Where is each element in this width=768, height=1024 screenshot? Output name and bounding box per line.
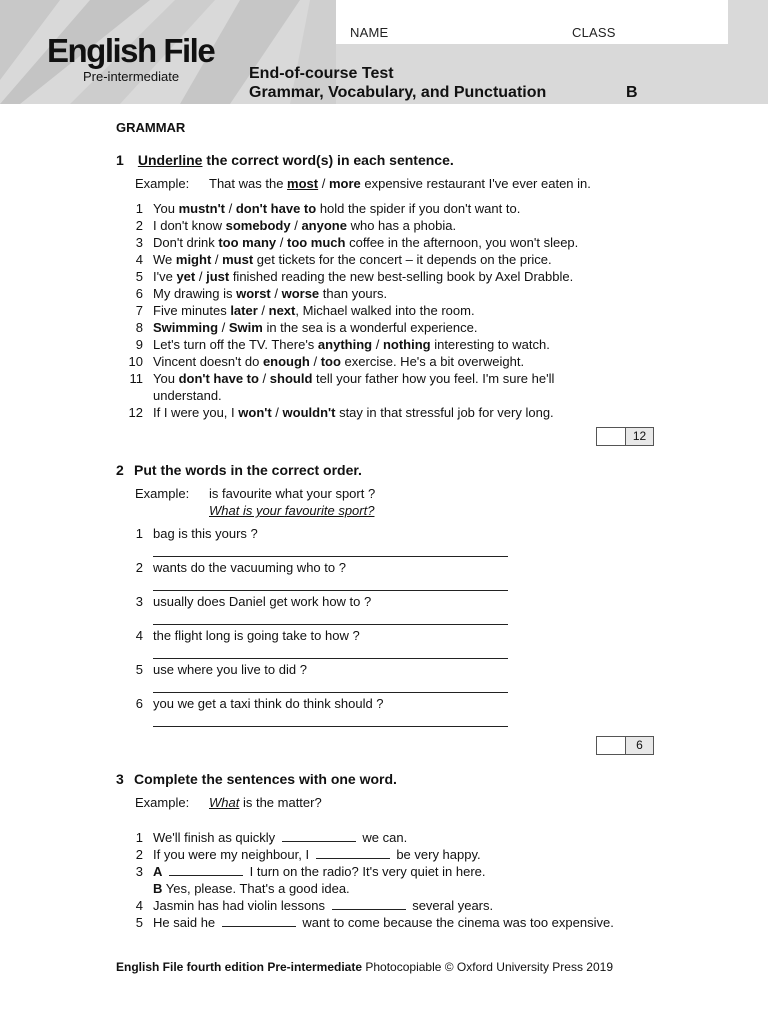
- option-separator: /: [276, 235, 287, 250]
- item-text: We'll finish as quickly: [153, 830, 279, 845]
- test-subtitle: Grammar, Vocabulary, and Punctuation: [249, 84, 547, 101]
- q1-item: [116, 285, 623, 302]
- item-number: 12: [128, 405, 143, 420]
- item-text: Vincent doesn't do: [153, 354, 263, 369]
- item-number: 4: [135, 898, 143, 913]
- q2-example-answer-row: [209, 503, 374, 518]
- item-number: 9: [135, 337, 143, 352]
- q1-item: [116, 268, 623, 285]
- item-number: 5: [135, 269, 143, 284]
- gap-fill-blank[interactable]: [316, 846, 390, 859]
- footer-title: English File fourth edition Pre-intermediate: [116, 960, 363, 974]
- option-separator: /: [270, 286, 282, 301]
- option-b[interactable]: Swim: [228, 320, 263, 335]
- item-number: 5: [135, 662, 143, 677]
- q2-answer-line[interactable]: [153, 556, 508, 557]
- footer-copyright: Photocopiable © Oxford University Press 2019: [362, 960, 613, 974]
- item-number: 3: [135, 864, 143, 879]
- q2-answer-line[interactable]: [153, 692, 508, 693]
- option-a[interactable]: won't: [238, 405, 272, 420]
- item-text: interesting to watch.: [430, 337, 550, 352]
- q3-example: [135, 795, 322, 810]
- q2-answer-line[interactable]: [153, 624, 508, 625]
- q1-item: [116, 370, 623, 404]
- q3-item: [116, 863, 614, 880]
- item-text: in the sea is a wonderful experience.: [262, 320, 478, 335]
- q2-answer-line[interactable]: [153, 658, 508, 659]
- test-title: End-of-course Test: [249, 65, 394, 82]
- q1-item: [116, 404, 623, 421]
- name-class-bar: [336, 0, 728, 44]
- item-number: 4: [135, 628, 143, 643]
- item-number: 2: [135, 847, 143, 862]
- item-text: You: [153, 371, 179, 386]
- item-text: I've: [153, 269, 177, 284]
- gap-fill-blank[interactable]: [222, 914, 296, 927]
- option-b[interactable]: next: [268, 303, 296, 318]
- item-number: 6: [135, 696, 143, 711]
- item-number: 1: [135, 830, 143, 845]
- q1-example-label: Example:: [135, 176, 190, 191]
- q1-example-post: expensive restaurant I've ever eaten in.: [360, 176, 591, 191]
- name-label: NAME: [350, 25, 389, 40]
- item-number: 4: [135, 252, 143, 267]
- option-b[interactable]: too: [320, 354, 341, 369]
- q1-item: [116, 234, 623, 251]
- option-separator: /: [309, 354, 321, 369]
- item-number: 1: [135, 526, 143, 541]
- option-b[interactable]: must: [222, 252, 254, 267]
- item-text: Jasmin has had violin lessons: [153, 898, 329, 913]
- q1-example-option-a: most: [287, 176, 319, 191]
- q1-item: [116, 353, 623, 370]
- q1-title: [116, 152, 454, 168]
- option-separator: /: [271, 405, 283, 420]
- q2-score-total: 6: [626, 737, 653, 754]
- q2-item: [116, 628, 360, 643]
- q1-example-sep: /: [318, 176, 329, 191]
- q1-example-option-b: more: [328, 176, 361, 191]
- q1-score-input[interactable]: [597, 428, 626, 445]
- q3-number: 3: [116, 771, 124, 787]
- q1-item: [116, 302, 623, 319]
- q2-number: 2: [116, 462, 124, 478]
- q2-score-box: [596, 736, 654, 755]
- item-number: 6: [135, 286, 143, 301]
- item-text: You: [153, 201, 179, 216]
- gap-fill-blank[interactable]: [169, 863, 243, 876]
- q1-score-total: 12: [626, 428, 653, 445]
- item-text: use where you live to did ?: [153, 662, 307, 677]
- q3-example-answer: What: [209, 795, 240, 810]
- q1-number: 1: [116, 152, 124, 168]
- q2-answer-line[interactable]: [153, 726, 508, 727]
- item-number: 11: [129, 371, 143, 386]
- q3-item: [116, 846, 614, 863]
- option-a[interactable]: later: [230, 303, 258, 318]
- gap-fill-blank[interactable]: [282, 829, 356, 842]
- q3-item: [116, 914, 614, 931]
- item-text: If you were my neighbour, I: [153, 847, 313, 862]
- item-text: we can.: [358, 830, 408, 845]
- option-separator: /: [290, 218, 302, 233]
- q2-answer-line[interactable]: [153, 590, 508, 591]
- item-text: I don't know: [153, 218, 226, 233]
- option-b[interactable]: worse: [281, 286, 320, 301]
- page-footer: [116, 960, 613, 974]
- logo-level: Pre-intermediate: [83, 69, 180, 84]
- item-text: tell your father how you feel. I'm sure he'll understand.: [153, 371, 555, 403]
- item-text: Don't drink: [153, 235, 219, 250]
- speaker-label: B: [153, 881, 163, 896]
- q2-item: [116, 662, 307, 677]
- option-a[interactable]: too many: [218, 235, 277, 250]
- gap-fill-blank[interactable]: [332, 897, 406, 910]
- item-number: 5: [135, 915, 143, 930]
- item-number: 3: [135, 594, 143, 609]
- option-separator: /: [218, 320, 229, 335]
- option-b[interactable]: don't have to: [235, 201, 317, 216]
- q3-item-list: [116, 829, 614, 931]
- item-text: than yours.: [319, 286, 388, 301]
- q2-item: [116, 594, 371, 609]
- q1-item: [116, 319, 623, 336]
- q3-item: [116, 829, 614, 846]
- item-number: 8: [135, 320, 143, 335]
- item-text: get tickets for the concert – it depends on the price.: [253, 252, 552, 267]
- item-text: bag is this yours ?: [153, 526, 258, 541]
- item-number: 10: [128, 354, 143, 369]
- item-number: 2: [135, 560, 143, 575]
- option-a[interactable]: mustn't: [178, 201, 225, 216]
- option-separator: /: [257, 303, 269, 318]
- option-a[interactable]: anything: [317, 337, 373, 352]
- item-number: 1: [135, 201, 143, 216]
- q1-item-list: [116, 200, 623, 421]
- q1-item: [116, 336, 623, 353]
- item-number: 2: [135, 218, 143, 233]
- option-a[interactable]: somebody: [225, 218, 291, 233]
- option-separator: /: [195, 269, 207, 284]
- option-b[interactable]: should: [269, 371, 313, 386]
- option-a[interactable]: yet: [176, 269, 196, 284]
- item-text: who has a phobia.: [346, 218, 457, 233]
- option-b[interactable]: too much: [286, 235, 346, 250]
- speaker-label: A: [153, 864, 163, 879]
- item-text: He said he: [153, 915, 219, 930]
- item-text: exercise. He's a bit overweight.: [340, 354, 525, 369]
- q1-item: [116, 251, 623, 268]
- q2-example: [135, 486, 375, 501]
- q1-score-box: [596, 427, 654, 446]
- q1-title-rest: the correct word(s) in each sentence.: [202, 152, 454, 168]
- class-label: CLASS: [572, 25, 616, 40]
- item-text: you we get a taxi think do think should ?: [153, 696, 384, 711]
- q2-title-text: Put the words in the correct order.: [134, 462, 362, 478]
- option-a[interactable]: worst: [236, 286, 271, 301]
- q1-example: [135, 176, 591, 191]
- q2-example-words: is favourite what your sport ?: [209, 486, 376, 501]
- option-b[interactable]: wouldn't: [282, 405, 336, 420]
- item-text: wants do the vacuuming who to ?: [153, 560, 346, 575]
- logo-english-file: English File: [47, 32, 215, 69]
- q3-item: [116, 897, 614, 914]
- option-a[interactable]: enough: [262, 354, 310, 369]
- item-text: usually does Daniel get work how to ?: [153, 594, 372, 609]
- q2-item: [116, 526, 258, 541]
- q1-example-pre: That was the: [209, 176, 288, 191]
- item-text: Let's turn off the TV. There's: [153, 337, 318, 352]
- option-separator: /: [258, 371, 270, 386]
- page-header: [0, 0, 768, 104]
- item-text: finished reading the new best-selling book by Axel Drabble.: [229, 269, 574, 284]
- item-text: We: [153, 252, 176, 267]
- option-b[interactable]: just: [206, 269, 230, 284]
- option-b[interactable]: anyone: [301, 218, 347, 233]
- q3-title: [116, 771, 397, 787]
- q2-example-answer: What is your favourite sport?: [209, 503, 375, 518]
- q2-score-input[interactable]: [597, 737, 626, 754]
- option-a[interactable]: don't have to: [178, 371, 259, 386]
- item-text: , Michael walked into the room.: [295, 303, 475, 318]
- item-text: Yes, please. That's a good idea.: [162, 881, 350, 896]
- q1-item: [116, 200, 623, 217]
- option-separator: /: [211, 252, 223, 267]
- q2-item: [116, 560, 346, 575]
- option-a[interactable]: Swimming: [153, 320, 219, 335]
- item-text: I turn on the radio? It's very quiet in here.: [246, 864, 486, 879]
- q1-item: [116, 217, 623, 234]
- q2-example-label: Example:: [135, 486, 190, 501]
- item-text: Five minutes: [153, 303, 231, 318]
- q3-item: [116, 880, 614, 897]
- option-b[interactable]: nothing: [382, 337, 431, 352]
- item-text: My drawing is: [153, 286, 237, 301]
- q3-example-label: Example:: [135, 795, 190, 810]
- q3-title-text: Complete the sentences with one word.: [134, 771, 397, 787]
- q2-item: [116, 696, 384, 711]
- item-text: be very happy.: [392, 847, 481, 862]
- test-version: B: [626, 84, 638, 101]
- option-a[interactable]: might: [175, 252, 212, 267]
- item-text: stay in that stressful job for very long.: [335, 405, 554, 420]
- q1-title-underlined: Underline: [137, 152, 203, 168]
- item-text: hold the spider if you don't want to.: [316, 201, 521, 216]
- item-text: want to come because the cinema was too expensive.: [298, 915, 614, 930]
- q2-title: [116, 462, 362, 478]
- item-text: [162, 864, 166, 879]
- item-text: several years.: [408, 898, 494, 913]
- item-number: 3: [135, 235, 143, 250]
- item-text: the flight long is going take to how ?: [153, 628, 360, 643]
- option-separator: /: [372, 337, 383, 352]
- option-separator: /: [224, 201, 236, 216]
- item-text: If I were you, I: [153, 405, 239, 420]
- section-title: GRAMMAR: [116, 120, 186, 135]
- q3-example-rest: is the matter?: [239, 795, 322, 810]
- item-number: 7: [135, 303, 143, 318]
- item-text: coffee in the afternoon, you won't sleep.: [345, 235, 579, 250]
